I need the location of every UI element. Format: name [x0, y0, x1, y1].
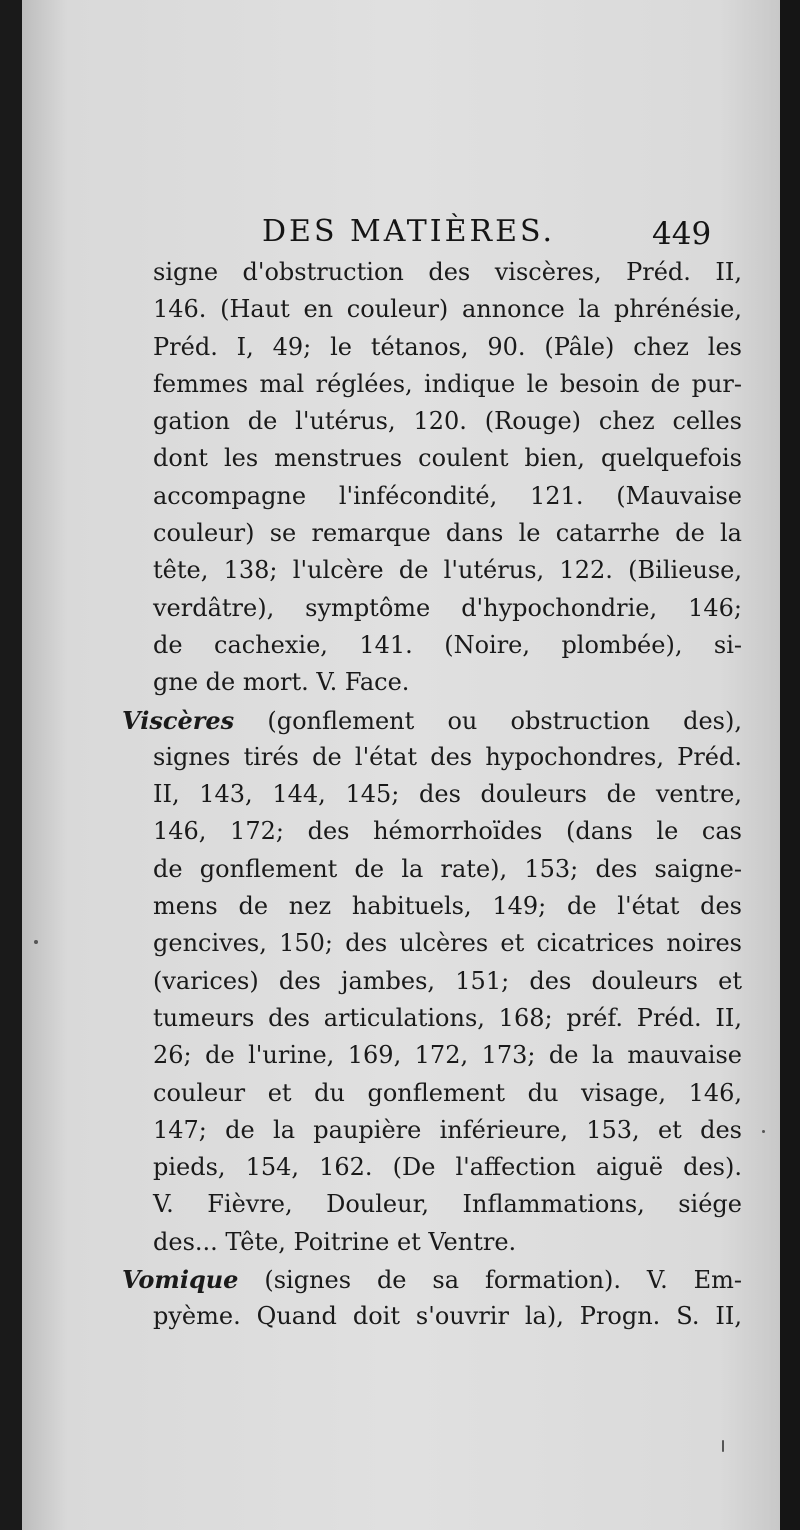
index-entry-visceres — [122, 702, 742, 1261]
text-line: (varices) des jambes, 151; des douleurs et — [153, 966, 742, 995]
index-entry-continuation — [122, 254, 742, 702]
text-line: 26; de l'urine, 169, 172, 173; de la mauvaise — [153, 1041, 742, 1070]
entry-first-line — [122, 702, 742, 739]
text-line: tête, 138; l'ulcère de l'utérus, 122. (Bilieuse, — [153, 556, 742, 585]
running-header — [132, 210, 732, 260]
text-line: mens de nez habituels, 149; de l'état des — [153, 892, 742, 921]
text-line: femmes mal réglées, indique le besoin de pur- — [153, 369, 742, 398]
text-line: 146, 172; des hémorrhoïdes (dans le cas — [153, 817, 742, 846]
text-line: signe d'obstruction des viscères, Préd. II, — [153, 258, 742, 286]
index-body — [122, 254, 742, 1336]
text-line: Préd. I, 49; le tétanos, 90. (Pâle) chez les — [153, 332, 742, 361]
entry-heading: Viscères — [122, 705, 235, 735]
text-line: dont les menstrues coulent bien, quelquefois — [153, 444, 742, 473]
text-line: couleur) se remarque dans le catarrhe de la — [153, 519, 742, 548]
text-line: 146. (Haut en couleur) annonce la phrénésie, — [153, 295, 742, 324]
text-line: II, 143, 144, 145; des douleurs de ventre, — [153, 780, 742, 809]
page-number: 449 — [652, 216, 712, 252]
text-line: signes tirés de l'état des hypochondres, Préd. — [153, 742, 742, 771]
text-line: (signes de sa formation). V. Em- — [264, 1266, 742, 1295]
paper-speck — [34, 940, 38, 944]
book-page — [22, 0, 780, 1530]
text-line: gation de l'utérus, 120. (Rouge) chez celles — [153, 407, 742, 436]
text-line: couleur et du gonflement du visage, 146, — [153, 1078, 742, 1107]
text-line: pyème. Quand doit s'ouvrir la), Progn. S. II, — [153, 1302, 742, 1331]
text-line: (gonflement ou obstruction des), — [267, 706, 742, 735]
paper-speck — [762, 1130, 765, 1133]
text-line: des... Tête, Poitrine et Ventre. — [153, 1227, 517, 1256]
text-line: accompagne l'infécondité, 121. (Mauvaise — [153, 481, 742, 510]
paper-speck — [722, 1440, 724, 1452]
text-line: verdâtre), symptôme d'hypochondrie, 146; — [153, 593, 742, 622]
text-line: de cachexie, 141. (Noire, plombée), si- — [153, 630, 742, 659]
text-line: V. Fièvre, Douleur, Inflammations, siége — [153, 1190, 742, 1219]
text-line: gencives, 150; des ulcères et cicatrices noires — [153, 929, 742, 958]
header-title: DES MATIÈRES. — [262, 214, 556, 249]
text-line: de gonflement de la rate), 153; des saigne- — [153, 854, 742, 883]
text-line: pieds, 154, 162. (De l'affection aiguë des). — [153, 1153, 742, 1182]
index-entry-vomique — [122, 1261, 742, 1336]
scan-edge — [780, 0, 800, 1530]
text-line: gne de mort. V. Face. — [153, 668, 410, 697]
text-line: 147; de la paupière inférieure, 153, et des — [153, 1115, 742, 1144]
entry-first-line — [122, 1261, 742, 1298]
text-line: tumeurs des articulations, 168; préf. Préd. II, — [153, 1003, 742, 1032]
entry-heading: Vomique — [122, 1265, 239, 1295]
